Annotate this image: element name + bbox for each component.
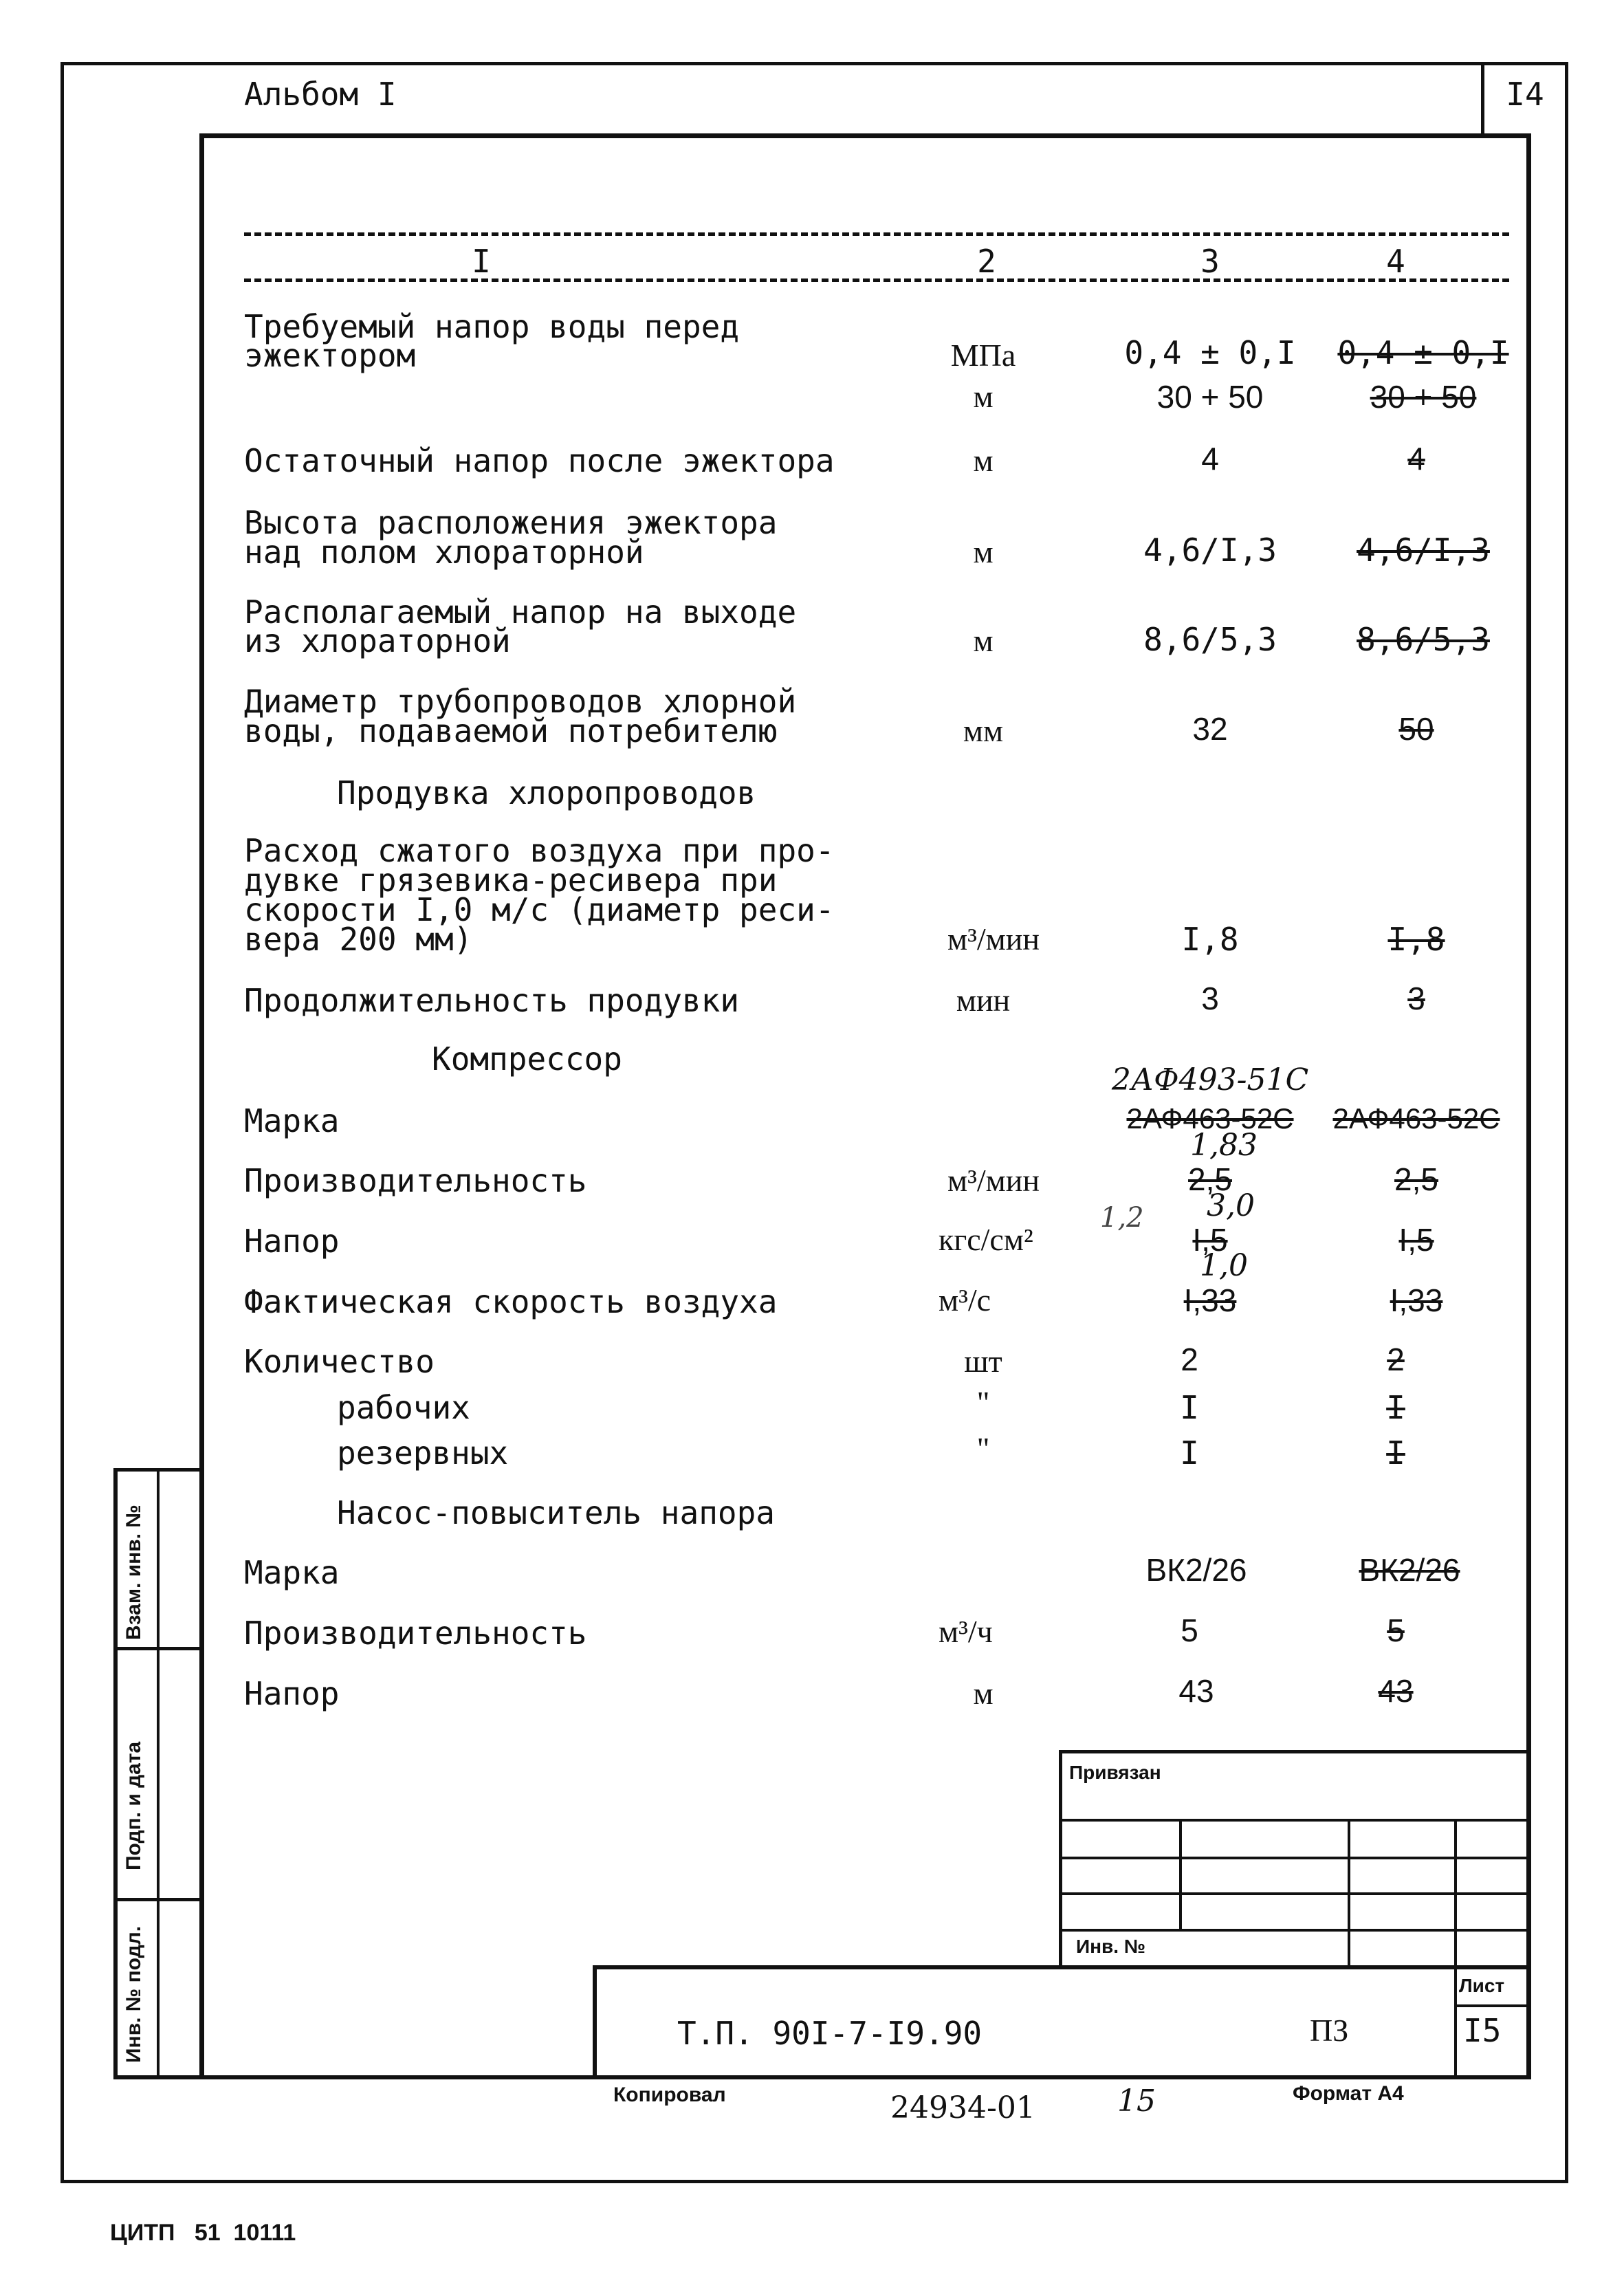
- row-col3: 43: [1178, 1673, 1214, 1709]
- row-label: Расход сжатого воздуха при про-: [244, 832, 835, 869]
- stamp-inv-no: Инв. №: [1076, 1936, 1146, 1957]
- row-label: Производительность: [244, 1162, 587, 1199]
- row-unit: м: [973, 443, 994, 478]
- row-col3: I: [1180, 1434, 1199, 1472]
- footer-page: 15: [1117, 2084, 1156, 2119]
- row-col3: 3: [1201, 981, 1219, 1016]
- row-col4: 30 + 50: [1370, 379, 1477, 415]
- row-unit: м³/ч: [939, 1614, 993, 1649]
- row-col3: 8,6/5,3: [1143, 621, 1277, 658]
- handwritten-correction: 1,0: [1200, 1248, 1248, 1283]
- row-unit: ": [976, 1431, 990, 1466]
- row-label: над полом хлораторной: [244, 534, 644, 571]
- col-header-3: 3: [1200, 243, 1220, 280]
- row-col3: 30 + 50: [1156, 379, 1264, 415]
- row-col3: I: [1180, 1389, 1199, 1426]
- row-col4: 3: [1407, 981, 1425, 1016]
- row-col4: 4,6/I,3: [1357, 532, 1490, 569]
- row-unit: м: [973, 379, 994, 414]
- row-unit: шт: [964, 1344, 1002, 1379]
- row-col4: 0,4 ± 0,I: [1337, 334, 1509, 371]
- row-col4: I,8: [1387, 921, 1445, 958]
- row-unit: мм: [963, 713, 1004, 748]
- row-col4: 50: [1398, 711, 1434, 747]
- doc-code: Т.П. 90I-7-I9.90: [677, 2015, 983, 2052]
- row-label: Напор: [244, 1223, 340, 1260]
- row-col4: ВК2/26: [1359, 1552, 1460, 1588]
- row-col4: I: [1386, 1434, 1405, 1472]
- row-col3: 2: [1181, 1342, 1198, 1377]
- row-unit: мин: [956, 983, 1011, 1018]
- row-label: Фактическая скорость воздуха: [244, 1283, 778, 1320]
- row-label: Остаточный напор после эжектора: [244, 442, 835, 479]
- row-col4: I,5: [1398, 1222, 1434, 1258]
- row-col4: 43: [1378, 1673, 1414, 1709]
- row-label: Располагаемый напор на выходе: [244, 593, 797, 631]
- row-label: эжектором: [244, 337, 416, 374]
- row-unit: м³/с: [939, 1282, 991, 1318]
- footer-format: Формат А4: [1293, 2082, 1404, 2105]
- section-code: ПЗ: [1310, 2013, 1349, 2048]
- row-label: дувке грязевика-ресивера при: [244, 862, 778, 899]
- row-label: Марка: [244, 1102, 340, 1139]
- row-label: Высота расположения эжектора: [244, 504, 778, 541]
- section-title: Продувка хлоропроводов: [337, 774, 756, 811]
- row-col4: I: [1386, 1389, 1405, 1426]
- row-col4: 2АФ463-52С: [1332, 1102, 1500, 1135]
- handwritten-correction: 3,0: [1207, 1188, 1255, 1223]
- section-title: Компрессор: [432, 1040, 622, 1078]
- footer-copy: Копировал: [613, 2084, 726, 2106]
- row-unit: м: [973, 623, 994, 658]
- stamp-privyazan: Привязан: [1069, 1762, 1161, 1783]
- row-unit: кгс/см²: [939, 1222, 1033, 1257]
- row-unit: м: [973, 534, 994, 569]
- row-label: Продолжительность продувки: [244, 982, 740, 1019]
- handwritten-margin-note: 1,2: [1100, 1202, 1144, 1234]
- row-unit: м³/мин: [947, 921, 1040, 956]
- handwritten-correction: 2АФ493-51С: [1111, 1062, 1309, 1097]
- page-number: I4: [1506, 76, 1544, 113]
- row-col3: I,5: [1192, 1222, 1228, 1258]
- row-label: резервных: [337, 1434, 509, 1472]
- row-label: вера 200 мм): [244, 921, 473, 958]
- col-header-1: I: [472, 243, 491, 280]
- handwritten-correction: 1,83: [1190, 1128, 1258, 1163]
- row-col3: 32: [1192, 711, 1228, 747]
- row-col4: 8,6/5,3: [1357, 621, 1490, 658]
- section-title: Насос-повыситель напора: [337, 1494, 775, 1531]
- row-unit: м³/мин: [947, 1163, 1040, 1198]
- row-label: рабочих: [337, 1389, 470, 1426]
- row-col3: 4,6/I,3: [1143, 532, 1277, 569]
- col-header-2: 2: [977, 243, 996, 280]
- row-unit: м: [973, 1676, 994, 1711]
- side-label-inv: Инв. № подл.: [122, 1925, 145, 2063]
- row-label: Количество: [244, 1343, 435, 1380]
- row-col4: 2: [1387, 1342, 1405, 1377]
- side-label-vzam: Взам. инв. №: [122, 1505, 145, 1640]
- row-label: воды, подаваемой потребителю: [244, 712, 778, 750]
- row-col4: 4: [1407, 441, 1425, 477]
- sheet-number: I5: [1463, 2012, 1502, 2049]
- col-header-4: 4: [1386, 243, 1405, 280]
- row-label: из хлораторной: [244, 622, 511, 659]
- row-label: Диаметр трубопроводов хлорной: [244, 683, 797, 720]
- footer-imprint: ЦИТП 51 10111: [110, 2220, 296, 2246]
- row-label: скорости I,0 м/с (диаметр реси-: [244, 891, 835, 928]
- row-unit: МПа: [950, 338, 1016, 373]
- row-col3: 5: [1181, 1612, 1198, 1648]
- row-col4: 2,5: [1394, 1161, 1438, 1197]
- row-unit: ": [976, 1385, 990, 1420]
- row-label: Требуемый напор воды перед: [244, 308, 740, 345]
- album-title: Альбом I: [244, 76, 397, 113]
- row-col3: 2,5: [1188, 1161, 1232, 1197]
- footer-number: 24934-01: [890, 2090, 1035, 2125]
- row-label: Марка: [244, 1554, 340, 1591]
- row-col4: I,33: [1390, 1282, 1443, 1318]
- row-col4: 5: [1387, 1612, 1405, 1648]
- row-col3: I,33: [1183, 1282, 1237, 1318]
- row-label: Напор: [244, 1675, 340, 1712]
- row-col3: 4: [1201, 441, 1219, 477]
- row-col3: ВК2/26: [1145, 1552, 1247, 1588]
- row-label: Производительность: [244, 1615, 587, 1652]
- row-col3: I,8: [1181, 921, 1239, 958]
- row-col3: 2АФ463-52С: [1126, 1102, 1294, 1135]
- side-label-podp: Подп. и дата: [122, 1741, 145, 1870]
- stamp-sheet-label: Лист: [1459, 1975, 1505, 1996]
- row-col3: 0,4 ± 0,I: [1124, 334, 1296, 371]
